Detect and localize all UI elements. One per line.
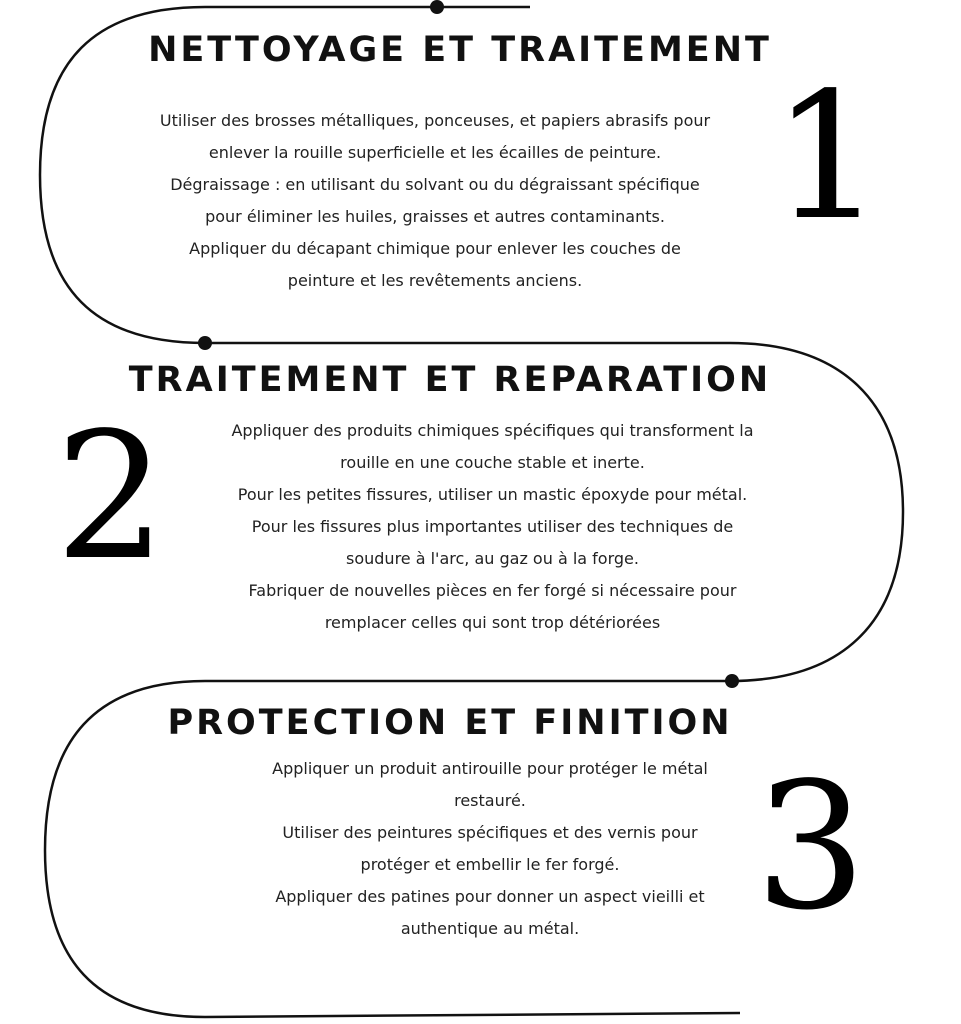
step-1-description <box>130 105 740 297</box>
middle-dot-left <box>198 336 212 350</box>
step-3-line: restauré. <box>454 791 526 810</box>
step-3-line: Appliquer un produit antirouille pour protéger le métal <box>272 759 708 778</box>
step-1-line: enlever la rouille superficielle et les écailles de peinture. <box>208 143 662 162</box>
step-3-line: protéger et embellir le fer forgé. <box>360 855 620 874</box>
step-2-line: Pour les fissures plus importantes utiliser des techniques de <box>251 517 734 536</box>
step-2-line: soudure à l'arc, au gaz ou à la forge. <box>346 549 639 568</box>
step-2-number: 2 <box>55 396 167 599</box>
bottom-connector-line <box>205 1013 740 1017</box>
step-1-number: 1 <box>772 56 884 259</box>
step-2-title: TRAITEMENT ET REPARATION <box>128 360 772 400</box>
top-dot <box>430 0 444 14</box>
step-2-line: Fabriquer de nouvelles pièces en fer forgé si nécessaire pour <box>248 581 737 600</box>
step-1-line: Utiliser des brosses métalliques, ponceuses, et papiers abrasifs pour <box>159 111 711 130</box>
step-3-line: Appliquer des patines pour donner un aspect vieilli et <box>275 887 705 906</box>
step-3-number: 3 <box>755 746 867 949</box>
middle-dot-right <box>725 674 739 688</box>
step-2-line: Pour les petites fissures, utiliser un mastic époxyde pour métal. <box>237 485 748 504</box>
step-3-description <box>250 753 730 945</box>
step-1-line: Dégraissage : en utilisant du solvant ou du dégraissant spécifique <box>170 175 700 194</box>
step-1-line: Appliquer du décapant chimique pour enlever les couches de <box>189 239 681 258</box>
step-1-title: NETTOYAGE ET TRAITEMENT <box>148 30 772 70</box>
step-3-title: PROTECTION ET FINITION <box>167 703 733 743</box>
step-2-line: rouille en une couche stable et inerte. <box>340 453 645 472</box>
step-1-line: peinture et les revêtements anciens. <box>287 271 583 290</box>
step-2-line: remplacer celles qui sont trop détériorées <box>324 613 661 632</box>
step-2-description <box>200 415 785 639</box>
step-3-line: Utiliser des peintures spécifiques et des vernis pour <box>282 823 698 842</box>
step-1-line: pour éliminer les huiles, graisses et autres contaminants. <box>205 207 665 226</box>
step-2-line: Appliquer des produits chimiques spécifiques qui transforment la <box>231 421 754 440</box>
step-3-line: authentique au métal. <box>400 919 580 938</box>
